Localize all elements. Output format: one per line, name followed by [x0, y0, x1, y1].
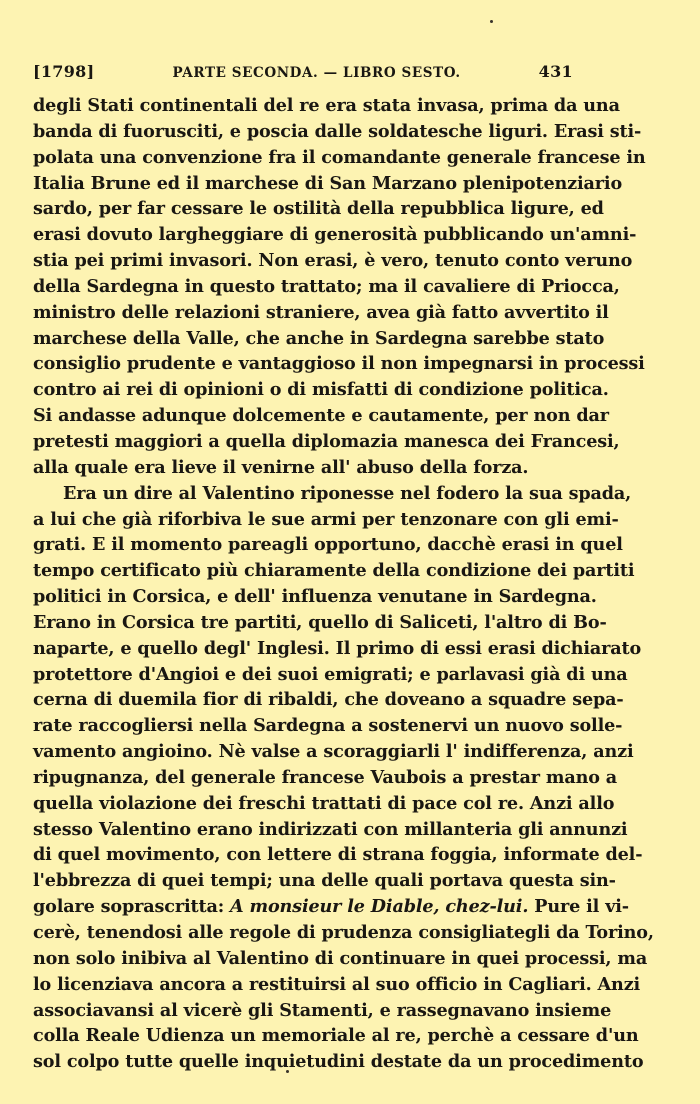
- text-line: contro ai rei di opinioni o di misfatti di condizione politica.: [33, 379, 609, 401]
- text-line: cerè, tenendosi alle regole di prudenza consigliategli da Torino,: [33, 922, 654, 943]
- text-line: di quel movimento, con lettere di strana foggia, informate del-: [33, 844, 643, 866]
- text-line: consiglio prudente e vantaggioso il non impegnarsi in processi: [33, 353, 645, 375]
- text-line: protettore d'Angioi e dei suoi emigrati; e parlavasi già di una: [33, 663, 628, 685]
- text-line: cerna di duemila fior di ribaldi, che doveano a squadre sepa-: [33, 689, 624, 711]
- text-line: Italia Brune ed il marchese di San Marzano plenipotenziario: [33, 172, 623, 194]
- text-line: a lui che già riforbiva le sue armi per tenzonare con gli emi-: [33, 508, 619, 530]
- text-line: naparte, e quello degl' Inglesi. Il primo di essi erasi dichiarato: [33, 637, 642, 659]
- text-line: erasi dovuto largheggiare di generosità pubblicando un'amni-: [33, 224, 637, 246]
- text-line: associavansi al vicerè gli Stamenti, e rassegnavano insieme: [33, 999, 612, 1021]
- text-line: vamento angioino. Nè valse a scoraggiarli l' indifferenza, anzi: [33, 741, 634, 763]
- body-text: [33, 93, 654, 1075]
- text-line: l'ebbrezza di quei tempi; una delle quali portava questa sin-: [33, 870, 616, 892]
- text-line: lo licenziava ancora a restituirsi al suo officio in Cagliari. Anzi: [33, 973, 641, 995]
- header-year: [1798]: [33, 62, 95, 81]
- text-line: banda di fuorusciti, e poscia dalle soldatesche liguri. Erasi sti-: [33, 120, 642, 142]
- text-line: rate raccogliersi nella Sardegna a sostenervi un nuovo solle-: [33, 715, 623, 737]
- ink-speck-top: [490, 20, 493, 23]
- text-line: sol colpo tutte quelle inquietudini destate da un procedimento: [33, 1051, 644, 1073]
- text-line: tempo certificato più chiaramente della condizione dei partiti: [33, 560, 635, 582]
- text-line: quella violazione dei freschi trattati di pace col re. Anzi allo: [33, 792, 615, 814]
- text-line: sardo, per far cessare le ostilità della repubblica ligure, ed: [33, 198, 604, 220]
- text-line: alla quale era lieve il venirne all' abuso della forza.: [33, 456, 529, 478]
- text-line: Erano in Corsica tre partiti, quello di Saliceti, l'altro di Bo-: [33, 611, 607, 633]
- text-line: colla Reale Udienza un memoriale al re, perchè a cessare d'un: [33, 1025, 639, 1047]
- running-title: PARTE SECONDA. — LIBRO SESTO.: [172, 65, 461, 81]
- text-line: golare soprascritta: A monsieur le Diable, chez-lui. Pure il vi-: [33, 896, 629, 918]
- text-line: ripugnanza, del generale francese Vaubois a prestar mano a: [33, 766, 618, 788]
- text-line: ministro delle relazioni straniere, avea già fatto avvertito il: [33, 301, 609, 323]
- text-line: stesso Valentino erano indirizzati con millanteria gli annunzi: [33, 818, 628, 840]
- text-line: polata una convenzione fra il comandante generale francese in: [33, 146, 646, 168]
- text-line: degli Stati continentali del re era stata invasa, prima da una: [33, 95, 620, 116]
- text-line: Era un dire al Valentino riponesse nel fodero la sua spada,: [63, 482, 632, 504]
- text-line: Si andasse adunque dolcemente e cautamente, per non dar: [33, 405, 609, 427]
- page-number: 431: [538, 62, 573, 81]
- text-line: della Sardegna in questo trattato; ma il cavaliere di Priocca,: [33, 275, 620, 297]
- text-line: politici in Corsica, e dell' influenza venutane in Sardegna.: [33, 586, 597, 608]
- text-line: stia pei primi invasori. Non erasi, è vero, tenuto conto veruno: [33, 250, 633, 272]
- text-line: pretesti maggiori a quella diplomazia manesca dei Francesi,: [33, 430, 620, 452]
- text-line: non solo inibiva al Valentino di continuare in quei processi, ma: [33, 947, 648, 969]
- running-header: [33, 62, 573, 81]
- inscription-italic: A monsieur le Diable, chez-lui.: [230, 896, 529, 918]
- text-line: grati. E il momento pareagli opportuno, dacchè erasi in quel: [33, 534, 623, 556]
- text-line: marchese della Valle, che anche in Sardegna sarebbe stato: [33, 327, 605, 349]
